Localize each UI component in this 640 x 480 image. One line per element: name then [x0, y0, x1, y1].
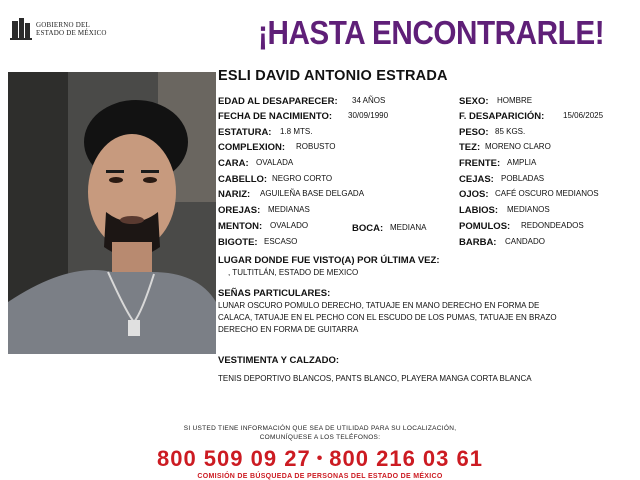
field-complexion-value: ROBUSTO [296, 142, 336, 151]
field-bigote-value: ESCASO [264, 237, 298, 246]
last-seen-label: LUGAR DONDE FUE VISTO(A) POR ÚLTIMA VEZ: [218, 255, 440, 266]
field-nariz [218, 189, 458, 200]
field-tez-label: TEZ: [459, 142, 481, 153]
field-estatura-label: ESTATURA: [218, 127, 272, 138]
field-ojos [459, 189, 634, 200]
government-emblem-icon [10, 18, 32, 40]
footer-note-line-2: COMUNÍQUESE A LOS TELÉFONOS: [259, 434, 381, 441]
field-tez-value: MORENO CLARO [485, 142, 551, 151]
footer-note-line-1: SI USTED TIENE INFORMACIÓN QUE SEA DE UTILIDAD PARA SU LOCALIZACIÓN, [183, 425, 457, 432]
field-edad [218, 96, 458, 107]
logo-line-2: ESTADO DE MÉXICO [36, 29, 107, 37]
field-bigote [218, 237, 458, 248]
field-orejas-label: OREJAS: [218, 205, 261, 216]
field-labios-value: MEDIANOS [507, 205, 550, 214]
field-sexo-label: SEXO: [459, 96, 489, 107]
field-nariz-value: AGUILEÑA BASE DELGADA [260, 189, 365, 198]
clothing-label: VESTIMENTA Y CALZADO: [218, 355, 340, 366]
field-cejas-label: CEJAS: [459, 174, 494, 185]
field-estatura [218, 127, 458, 138]
field-cejas-value: POBLADAS [501, 174, 545, 183]
field-sexo [459, 96, 634, 107]
field-desaparicion [459, 111, 634, 122]
field-frente-value: AMPLIA [507, 158, 537, 167]
government-logo [10, 18, 107, 40]
field-labios [459, 205, 634, 216]
field-complexion [218, 142, 458, 153]
field-edad-value: 34 AÑOS [352, 96, 386, 105]
field-barba-label: BARBA: [459, 237, 497, 248]
field-barba [459, 237, 634, 248]
field-pomulos-label: POMULOS: [459, 221, 511, 232]
field-nacimiento-value: 30/09/1990 [348, 111, 389, 120]
field-complexion-label: COMPLEXION: [218, 142, 286, 153]
headline: ¡HASTA ENCONTRARLE! [258, 14, 605, 51]
field-ojos-label: OJOS: [459, 189, 489, 200]
field-menton-label: MENTON: [218, 221, 263, 232]
field-pomulos-value: REDONDEADOS [521, 221, 584, 230]
field-barba-value: CANDADO [505, 237, 546, 246]
field-desaparicion-label: F. DESAPARICIÓN: [459, 111, 545, 122]
last-seen-value: , TULTITLÁN, ESTADO DE MEXICO [228, 268, 359, 277]
field-boca-value: MEDIANA [390, 223, 427, 232]
logo-line-1: GOBIERNO DEL [36, 21, 90, 29]
field-pomulos [459, 221, 634, 232]
field-cara-label: CARA: [218, 158, 249, 169]
phone-number-2[interactable]: 800 216 03 61 [329, 446, 483, 471]
field-orejas [218, 205, 458, 216]
field-ojos-value: CAFÉ OSCURO MEDIANOS [495, 189, 599, 198]
field-peso-label: PESO: [459, 127, 489, 138]
person-name: ESLI DAVID ANTONIO ESTRADA [218, 68, 448, 84]
field-peso [459, 127, 634, 138]
field-sexo-value: HOMBRE [497, 96, 533, 105]
field-frente-label: FRENTE: [459, 158, 501, 169]
field-nariz-label: NARIZ: [218, 189, 251, 200]
field-estatura-value: 1.8 MTS. [280, 127, 313, 136]
field-cabello-label: CABELLO: [218, 174, 268, 185]
field-boca-label: BOCA: [352, 223, 384, 234]
field-nacimiento [218, 111, 458, 122]
phone-separator: • [316, 450, 324, 467]
field-orejas-value: MEDIANAS [268, 205, 310, 214]
field-menton [218, 221, 344, 232]
field-nacimiento-label: FECHA DE NACIMIENTO: [218, 111, 332, 122]
field-desaparicion-value: 15/06/2025 [563, 111, 604, 120]
missing-person-photo [8, 72, 216, 354]
field-edad-label: EDAD AL DESAPARECER: [218, 96, 338, 107]
field-frente [459, 158, 634, 169]
marks-line-2: CALACA, TATUAJE EN EL PECHO CON EL ESCUDO DE LOS PUMAS, TATUAJE EN BRAZO [218, 313, 557, 322]
field-bigote-label: BIGOTE: [218, 237, 258, 248]
government-logo-text [36, 21, 107, 37]
phone-number-1[interactable]: 800 509 09 27 [156, 446, 311, 471]
field-cabello-value: NEGRO CORTO [272, 174, 333, 183]
clothing-value: TENIS DEPORTIVO BLANCOS, PANTS BLANCO, PLAYERA MANGA CORTA BLANCA [218, 374, 532, 383]
marks-line-3: DERECHO EN FORMA DE GUITARRA [218, 325, 359, 334]
marks-label: SEÑAS PARTICULARES: [218, 288, 331, 299]
field-tez [459, 142, 634, 153]
field-cejas [459, 174, 634, 185]
commission-name: COMISIÓN DE BÚSQUEDA DE PERSONAS DEL ESTADO DE MÉXICO [197, 473, 443, 480]
field-cabello [218, 174, 458, 185]
field-menton-value: OVALADO [270, 221, 309, 230]
field-peso-value: 85 KGS. [495, 127, 526, 136]
field-cara [218, 158, 458, 169]
field-labios-label: LABIOS: [459, 205, 499, 216]
field-cara-value: OVALADA [256, 158, 294, 167]
field-boca [352, 223, 452, 234]
marks-line-1: LUNAR OSCURO POMULO DERECHO, TATUAJE EN MANO DERECHO EN FORMA DE [218, 301, 540, 310]
phone-numbers [0, 446, 640, 472]
